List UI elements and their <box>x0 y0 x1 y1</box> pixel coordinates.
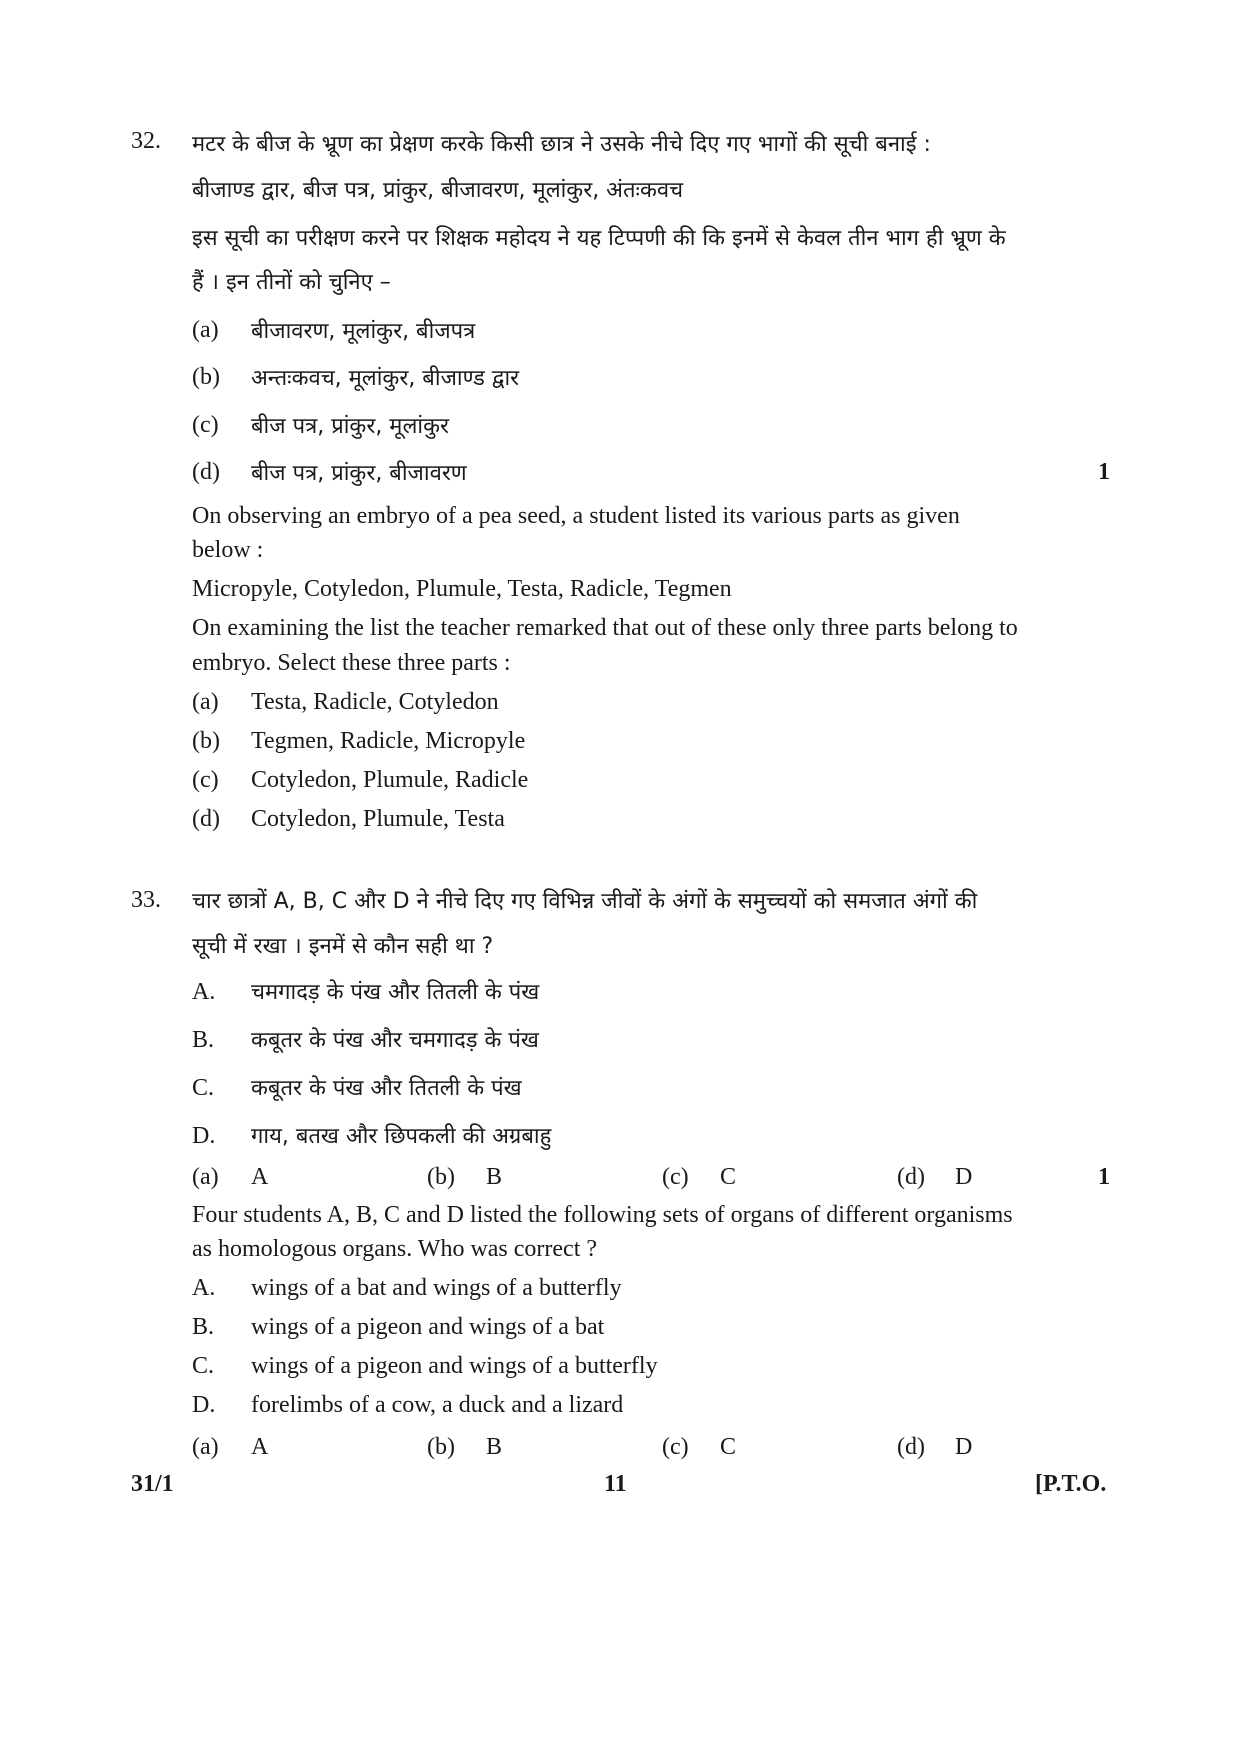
q33-en-choice-a: A <box>251 1434 269 1460</box>
q33-hi-item-d-label: D. <box>192 1123 216 1149</box>
q33-hindi-line2: सूची में रखा । इनमें से कौन सही था ? <box>192 934 494 959</box>
q33-en-item-a: wings of a bat and wings of a butterfly <box>251 1275 622 1301</box>
q33-en-item-d-label: D. <box>192 1392 216 1418</box>
q33-hi-choice-d-label: (d) <box>897 1164 925 1190</box>
q32-hi-option-d: बीज पत्र, प्रांकुर, बीजावरण <box>251 461 467 486</box>
q32-hindi-line1: मटर के बीज के भ्रूण का प्रेक्षण करके किसी छात्र ने उसके नीचे दिए गए भागों की सूची बनाई : <box>192 132 931 157</box>
q32-hi-option-c: बीज पत्र, प्रांकुर, मूलांकुर <box>251 414 449 439</box>
q33-en-item-d: forelimbs of a cow, a duck and a lizard <box>251 1392 624 1418</box>
q33-en-choice-c-label: (c) <box>662 1434 689 1460</box>
question-number-32: 32. <box>131 128 161 154</box>
page-number: 11 <box>604 1471 627 1497</box>
q32-hindi-line3: इस सूची का परीक्षण करने पर शिक्षक महोदय ने यह टिप्पणी की कि इनमें से केवल तीन भाग ही भ्रूण के <box>192 226 1006 251</box>
q33-en-item-c: wings of a pigeon and wings of a butterfly <box>251 1353 658 1379</box>
q32-en-option-b: Tegmen, Radicle, Micropyle <box>251 728 526 754</box>
q32-en-option-d: Cotyledon, Plumule, Testa <box>251 806 505 832</box>
q33-hi-item-b: कबूतर के पंख और चमगादड़ के पंख <box>251 1028 539 1053</box>
q33-marks: 1 <box>1098 1164 1110 1190</box>
q33-hi-choice-d: D <box>955 1164 973 1190</box>
q33-hi-item-b-label: B. <box>192 1027 215 1053</box>
q33-english-line1: Four students A, B, C and D listed the following sets of organs of different organisms <box>192 1202 1013 1228</box>
q33-en-choice-b: B <box>486 1434 503 1460</box>
q33-hi-choice-a: A <box>251 1164 269 1190</box>
q33-hi-choice-c: C <box>720 1164 737 1190</box>
q32-hindi-line2: बीजाण्ड द्वार, बीज पत्र, प्रांकुर, बीजावरण, मूलांकुर, अंतःकवच <box>192 178 684 203</box>
q33-hi-item-c: कबूतर के पंख और तितली के पंख <box>251 1076 522 1101</box>
q32-hi-option-b-label: (b) <box>192 364 220 390</box>
q33-en-item-b-label: B. <box>192 1314 215 1340</box>
q33-en-item-b: wings of a pigeon and wings of a bat <box>251 1314 605 1340</box>
q32-english-line2: below : <box>192 537 264 563</box>
q32-en-option-d-label: (d) <box>192 806 220 832</box>
q33-hi-item-c-label: C. <box>192 1075 215 1101</box>
q32-hindi-line4: हैं । इन तीनों को चुनिए – <box>192 270 391 295</box>
q33-hi-choice-c-label: (c) <box>662 1164 689 1190</box>
paper-code: 31/1 <box>131 1471 174 1497</box>
q33-hindi-line1: चार छात्रों A, B, C और D ने नीचे दिए गए विभिन्न जीवों के अंगों के समुच्चयों को समजात अंगों की <box>192 889 978 914</box>
q33-hi-item-a: चमगादड़ के पंख और तितली के पंख <box>251 980 540 1005</box>
q33-hi-choice-a-label: (a) <box>192 1164 219 1190</box>
pto-marker: [P.T.O. <box>1035 1471 1107 1497</box>
q33-en-choice-d: D <box>955 1434 973 1460</box>
q32-hi-option-a-label: (a) <box>192 317 219 343</box>
q33-hi-choice-b-label: (b) <box>427 1164 455 1190</box>
q32-english-line5: embryo. Select these three parts : <box>192 650 511 676</box>
q33-en-choice-b-label: (b) <box>427 1434 455 1460</box>
q32-hi-option-b: अन्तःकवच, मूलांकुर, बीजाण्ड द्वार <box>251 366 520 391</box>
q33-en-choice-a-label: (a) <box>192 1434 219 1460</box>
q32-hi-option-c-label: (c) <box>192 412 219 438</box>
q33-en-choice-d-label: (d) <box>897 1434 925 1460</box>
q32-en-option-a-label: (a) <box>192 689 219 715</box>
q32-hi-option-a: बीजावरण, मूलांकुर, बीजपत्र <box>251 319 476 344</box>
q32-marks: 1 <box>1098 459 1110 485</box>
question-number-33: 33. <box>131 887 161 913</box>
q32-english-line3: Micropyle, Cotyledon, Plumule, Testa, Radicle, Tegmen <box>192 576 732 602</box>
q32-english-line4: On examining the list the teacher remarked that out of these only three parts belong to <box>192 615 1018 641</box>
q32-english-line1: On observing an embryo of a pea seed, a student listed its various parts as given <box>192 503 960 529</box>
q33-en-item-c-label: C. <box>192 1353 215 1379</box>
q33-hi-item-a-label: A. <box>192 979 216 1005</box>
q32-en-option-c: Cotyledon, Plumule, Radicle <box>251 767 529 793</box>
q33-english-line2: as homologous organs. Who was correct ? <box>192 1236 598 1262</box>
q32-en-option-a: Testa, Radicle, Cotyledon <box>251 689 499 715</box>
q33-hi-choice-b: B <box>486 1164 503 1190</box>
q32-en-option-b-label: (b) <box>192 728 220 754</box>
q33-en-item-a-label: A. <box>192 1275 216 1301</box>
q33-hi-item-d: गाय, बतख और छिपकली की अग्रबाहु <box>251 1124 552 1149</box>
q33-en-choice-c: C <box>720 1434 737 1460</box>
q32-hi-option-d-label: (d) <box>192 459 220 485</box>
q32-en-option-c-label: (c) <box>192 767 219 793</box>
